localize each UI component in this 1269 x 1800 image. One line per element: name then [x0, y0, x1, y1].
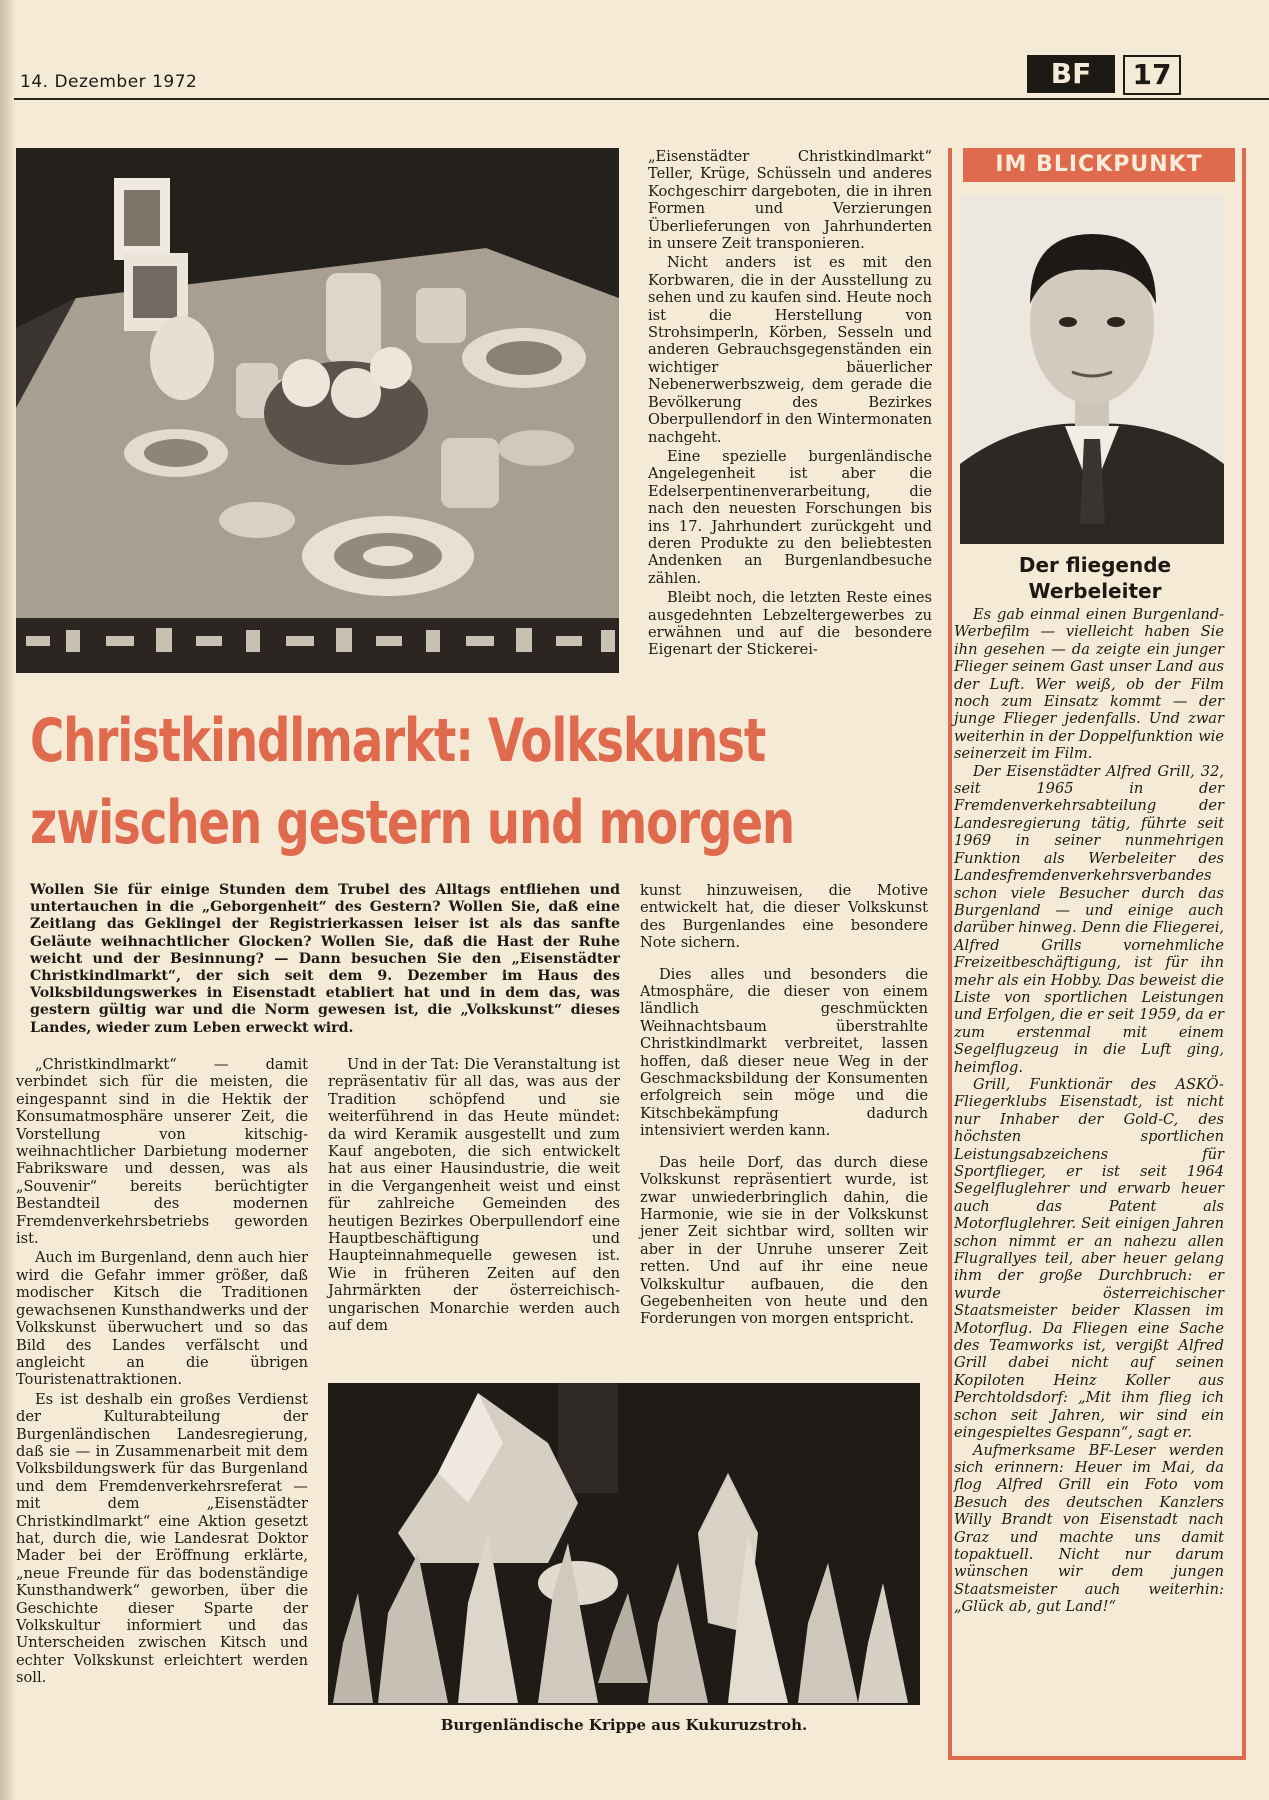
straw-nativity-photo — [328, 1383, 920, 1705]
sidebar-tag: IM BLICKPUNKT — [963, 148, 1235, 182]
masthead — [1027, 55, 1177, 93]
paragraph: Dies alles und besonders die Atmosphäre, die dieser von einem ländlich geschmückten Weihnachtsbaum überstrahlte Christkindlmarkt verbreitet, lassen hoffen, daß dieser neue Weg in der Geschmacksbildung der Konsumenten erfolgreich sein möge und die Kitschbekämpfung dadurch intensiviert werden kann. — [640, 965, 928, 1140]
header-rule — [14, 98, 1269, 100]
paragraph: Aufmerksame BF-Leser werden sich erinnern: Heuer im Mai, da flog Alfred Grill ein Foto vom Besuch des deutschen Kanzlers Willy Brandt von Eisenstadt nach Graz und machte uns damit topaktuell. Nicht nur darum wünschen wir dem jungen Staatsmeister auch weiterhin: „Glück ab, gut Land!“ — [954, 1441, 1224, 1616]
headline-line-1: Christkindlmarkt: Volkskunst — [30, 706, 766, 776]
page-number: 17 — [1123, 55, 1181, 95]
paragraph: Und in der Tat: Die Veranstaltung ist repräsentativ für all das, was aus der Tradition schöpfend und sie weiterführend in das Heute mündet: da wird Keramik ausgestellt und zum Kauf angeboten, die sich entwickelt hat aus einer Hausindustrie, die weit in die Vergangenheit weist und einst für zahlreiche Gemeinden des heutigen Bezirkes Oberpullendorf eine Hauptbeschäftigung und Haupteinnahmequelle gewesen ist. Wie in früheren Zeiten auf den Jahrmärkten der österreichisch-ungarischen Monarchie werden auch auf dem — [328, 1056, 620, 1335]
ceramics-photo — [16, 148, 619, 673]
article-column-1 — [16, 1056, 308, 1687]
sidebar-title — [960, 552, 1230, 604]
paragraph: Grill, Funktionär des ASKÖ-Fliegerklubs Eisenstadt, ist nicht nur Inhaber der Gold-C, des höchsten sportlichen Leistungsabzeichens für Sportflieger, er ist seit 1964 Segelfluglehrer und erwarb heuer auch das Patent als Motorfluglehrer. Seit einigen Jahren schon nimmt er an nahezu allen Flugrallyes teil, aber heuer gelang ihm der große Durchbruch: er wurde österreichischer Staatsmeister beider Klassen im Motorflug. Da Fliegen eine Sache des Teamworks ist, vergißt Alfred Grill dabei nicht auf seinen Kopiloten Heinz Koller aus Perchtoldsdorf: „Mit ihm flieg ich schon seit Jahren, wir sind ein eingespieltes Gespann“, sagt er. — [954, 1075, 1224, 1442]
article-headline — [30, 700, 795, 864]
bf-logo: BF — [1027, 55, 1115, 93]
paragraph: kunst hinzuweisen, die Motive entwickelt hat, die dieser Volkskunst des Burgenlandes eine besondere Note sichern. — [640, 882, 928, 952]
paragraph: Es ist deshalb ein großes Verdienst der Kulturabteilung der Burgenländischen Landesregierung, daß sie — in Zusammenarbeit mit dem Volksbildungswerk für das Burgenland und dem Fremdenverkehrsreferat — mit dem „Eisenstädter Christkindlmarkt“ eine Aktion gesetzt hat, durch die, wie Landesrat Doktor Mader bei der Eröffnung erklärte, „neue Freunde für das bodenständige Kunsthandwerk“ geworben, über die Geschichte dieser Sparte der Volkskultur informiert und das Unterscheiden zwischen Kitsch und echter Volkskunst erleichtert werden soll. — [16, 1390, 308, 1687]
paragraph: Das heile Dorf, das durch diese Volkskunst repräsentiert wurde, ist zwar unwiederbringlich dahin, die Harmonie, wie sie in der Volkskunst jener Zeit sichtbar wird, sollten wir aber in der Unruhe unserer Zeit retten. Und auf ihr eine neue Volkskultur aufbauen, die den Gegebenheiten von heute und den Forderungen von morgen entspricht. — [640, 1153, 928, 1328]
article-column-2 — [328, 1056, 620, 1335]
article-column-top-right — [648, 148, 932, 659]
paragraph: Nicht anders ist es mit den Korbwaren, die in der Ausstellung zu sehen und zu kaufen sind. Heute noch ist die Herstellung von Strohsimperln, Körben, Sesseln und anderen Gebrauchsgegenständen ein wichtiger bäuerlicher Nebenerwerbszweig, dem gerade die Bevölkerung des Bezirkes Oberpullendorf in den Wintermonaten nachgeht. — [648, 254, 932, 446]
article-column-3 — [640, 882, 928, 1328]
sidebar-title-line-2: Werbeleiter — [1028, 579, 1162, 603]
paragraph: Bleibt noch, die letzten Reste eines ausgedehnten Lebzeltergewerbes zu erwähnen und auf die besondere Eigenart der Stickerei- — [648, 589, 932, 659]
paragraph: Der Eisenstädter Alfred Grill, 32, seit 1965 in der Fremdenverkehrsabteilung der Landesregierung tätig, führte seit 1969 in seiner nunmehrigen Funktion als Werbeleiter des Landesfremdenverkehrsverbandes schon viele Besucher durch das Burgenland — und einige auch darüber hinweg. Denn die Fliegerei, Alfred Grills vornehmliche Freizeitbeschäftigung, ist für ihn mehr als ein Hobby. Das beweist die Liste von sportlichen Leistungen und Erfolgen, die er seit 1959, da er zum erstenmal mit einem Segelflugzeug in die Luft ging, heimflog. — [954, 762, 1224, 1076]
issue-date: 14. Dezember 1972 — [20, 72, 198, 92]
sidebar-text — [954, 606, 1224, 1616]
paragraph: Es gab einmal einen Burgenland-Werbefilm — vielleicht haben Sie ihn gesehen — da zeigte ein junger Flieger seinem Gast unser Land aus der Luft. Wer weiß, ob der Film noch zum Einsatz kommt — der junge Flieger jedenfalls. Und zwar weiterhin in der Doppelfunktion wie seinerzeit im Film. — [954, 606, 1224, 763]
article-lead: Wollen Sie für einige Stunden dem Trubel des Alltags entfliehen und untertauchen in die „Geborgenheit“ des Gestern? Wollen Sie, daß eine Zeitlang das Geklingel der Registrierkassen leiser ist als das sanfte Geläute weihnachtlicher Glocken? Wollen Sie, daß die Hast der Ruhe weicht und der Besinnung? — Dann besuchen Sie den „Eisenstädter Christkindlmarkt“, der sich seit dem 9. Dezember im Haus des Volksbildungswerkes in Eisenstadt etabliert hat und in dem das, was gestern gültig war und die Norm gewesen ist, die „Volkskunst“ dieses Landes, wieder zum Leben erweckt wird. — [30, 882, 620, 1036]
paragraph: Auch im Burgenland, denn auch hier wird die Gefahr immer größer, daß modischer Kitsch die Traditionen gewachsenen Kunsthandwerks und der Volkskunst überwuchert und so das Bild des Landes verfälscht und angleicht an die übrigen Touristenattraktionen. — [16, 1249, 308, 1389]
photo-caption: Burgenländische Krippe aus Kukuruzstroh. — [440, 1716, 808, 1734]
portrait-photo — [960, 194, 1224, 544]
paragraph: „Eisenstädter Christkindlmarkt“ Teller, Krüge, Schüsseln und anderes Kochgeschirr dargeboten, die in ihren Formen und Verzierungen Überlieferungen von Jahrhunderten in unsere Zeit transponieren. — [648, 148, 932, 253]
page-fold-shadow — [0, 0, 14, 1800]
paragraph: Eine spezielle burgenländische Angelegenheit ist aber die Edelserpentinenverarbeitung, die nach den neuesten Forschungen bis ins 17. Jahrhundert zurückgeht und deren Produkte zu den beliebtesten Andenken an Burgenlandbesuche zählen. — [648, 447, 932, 587]
paragraph: „Christkindlmarkt“ — damit verbindet sich für die meisten, die eingespannt sind in die Hektik der Konsumatmosphäre unserer Zeit, die Vorstellung von kitschig-weihnachtlicher Darbietung moderner Fabriksware und dessen, was als „Souvenir“ bereits berüchtigter Bestandteil des modernen Fremdenverkehrsbetriebs geworden ist. — [16, 1056, 308, 1248]
headline-line-2: zwischen gestern und morgen — [30, 788, 795, 858]
sidebar-title-line-1: Der fliegende — [1018, 553, 1172, 577]
